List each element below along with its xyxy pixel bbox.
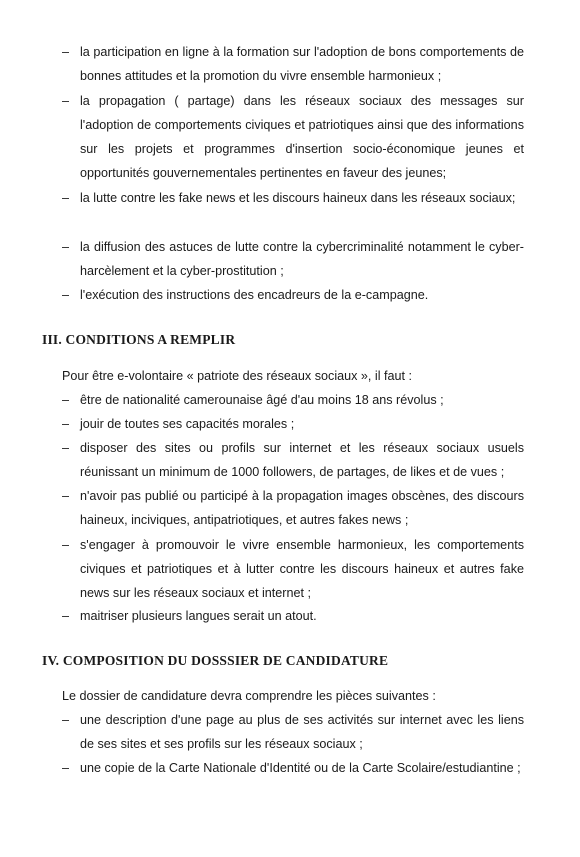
list-item-text: la propagation ( partage) dans les réseaux sociaux des messages sur l'adoption de comportements civiques et patriotiques ainsi que des informations sur les projets et programmes d'insertion socio-économique jeunes et opportunités gouvernementales pertinentes en faveur des jeunes;	[80, 94, 524, 180]
list-item-text: s'engager à promouvoir le vivre ensemble harmonieux, les comportements civiques et patriotiques et à lutter contre les discours haineux et autres fake news sur les réseaux sociaux et internet ;	[80, 538, 524, 600]
list-item-text: une copie de la Carte Nationale d'Identité ou de la Carte Scolaire/estudiantine ;	[80, 761, 521, 775]
list-marker: –	[62, 538, 70, 552]
list-item	[62, 756, 524, 780]
list-item-text: la lutte contre les fake news et les discours haineux dans les réseaux sociaux;	[80, 191, 516, 205]
list-item-text: disposer des sites ou profils sur internet et les réseaux sociaux usuels réunissant un minimum de 1000 followers, de partages, de likes et de vues ;	[80, 441, 524, 479]
list-item-text: jouir de toutes ses capacités morales ;	[80, 417, 295, 431]
section-intro: Le dossier de candidature devra comprendre les pièces suivantes :	[62, 689, 436, 703]
list-marker: –	[62, 240, 70, 254]
list-item-text: une description d'une page au plus de ses activités sur internet avec les liens de ses sites et ses profils sur les réseaux sociaux ;	[80, 713, 524, 751]
list-item	[62, 708, 524, 756]
list-marker: –	[62, 191, 70, 205]
list-item	[62, 436, 524, 484]
list-item-text: l'exécution des instructions des encadreurs de la e-campagne.	[80, 288, 429, 302]
list-marker: –	[62, 609, 70, 623]
list-marker: –	[62, 288, 70, 302]
list-item	[62, 89, 524, 185]
section-intro: Pour être e-volontaire « patriote des réseaux sociaux », il faut :	[62, 369, 413, 383]
list-item-text: n'avoir pas publié ou participé à la propagation images obscènes, des discours haineux, inciviques, antipatriotiques, et autres fakes news ;	[80, 489, 524, 527]
list-marker: –	[62, 761, 70, 775]
section-heading-composition: IV. COMPOSITION DU DOSSSIER DE CANDIDATURE	[42, 653, 389, 668]
list-marker: –	[62, 713, 70, 727]
list-item	[62, 186, 524, 210]
list-item	[62, 235, 524, 283]
list-marker: –	[62, 489, 70, 503]
list-item-text: la participation en ligne à la formation sur l'adoption de bons comportements de bonnes attitudes et la promotion du vivre ensemble harmonieux ;	[80, 45, 524, 83]
list-marker: –	[62, 94, 70, 108]
list-marker: –	[62, 393, 70, 407]
list-item	[62, 40, 524, 88]
list-item-text: être de nationalité camerounaise âgé d'au moins 18 ans révolus ;	[80, 393, 444, 407]
list-item-text: maitriser plusieurs langues serait un atout.	[80, 609, 317, 623]
list-marker: –	[62, 45, 70, 59]
list-item	[62, 388, 524, 412]
list-item	[62, 283, 524, 307]
list-item-text: la diffusion des astuces de lutte contre la cybercriminalité notamment le cyber-harcèlement et la cyber-prostitution ;	[80, 240, 524, 278]
list-marker: –	[62, 441, 70, 455]
list-item	[62, 604, 524, 628]
list-item	[62, 533, 524, 605]
list-item	[62, 484, 524, 532]
section-heading-conditions: III. CONDITIONS A REMPLIR	[42, 332, 236, 347]
list-item	[62, 412, 524, 436]
list-marker: –	[62, 417, 70, 431]
